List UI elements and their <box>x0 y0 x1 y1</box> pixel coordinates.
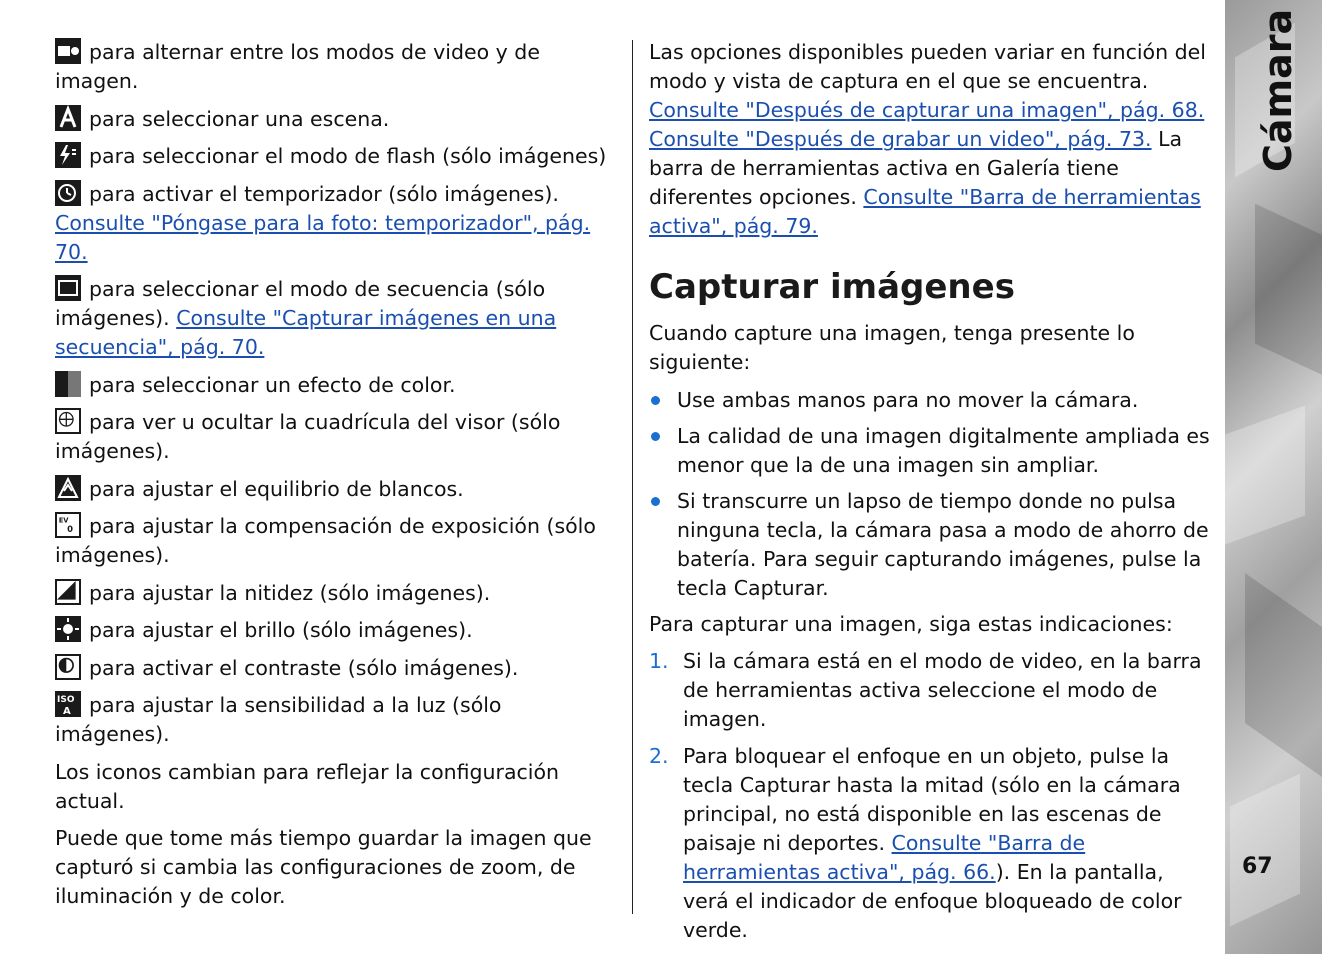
step-text-after: ). En la pantalla, verá el indicador de enfoque bloqueado de color verde. <box>683 860 1182 942</box>
svg-text:A: A <box>63 706 71 717</box>
icon-item-text: para ver u ocultar la cuadrícula del visor (sólo imágenes). <box>55 410 561 463</box>
list-item: Si transcurre un lapso de tiempo donde no pulsa ninguna tecla, la cámara pasa a modo de ahorro de batería. Para seguir capturando imágenes, pulse la tecla Capturar. <box>649 487 1214 603</box>
list-item: Use ambas manos para no mover la cámara. <box>649 386 1214 415</box>
step-item <box>649 742 1214 945</box>
save-time-paragraph: Puede que tome más tiempo guardar la imagen que capturó si cambia las configuraciones de zoom, de iluminación y de color. <box>55 826 592 908</box>
icon-item-text: para alternar entre los modos de video y de imagen. <box>55 40 540 93</box>
right-column <box>649 38 1214 953</box>
sequence-reference-link[interactable]: Consulte "Capturar imágenes en una secuencia", pág. 70. <box>55 306 557 359</box>
left-column <box>55 38 620 920</box>
color-effect-icon <box>55 371 81 397</box>
svg-text:EV: EV <box>58 516 69 525</box>
icon-item-text: para seleccionar una escena. <box>89 106 390 131</box>
camera-mode-icon <box>55 38 81 64</box>
iso-icon <box>55 691 81 717</box>
white-balance-icon <box>55 475 81 501</box>
icon-item-contrast <box>55 654 620 683</box>
step-number: 2. <box>649 744 669 768</box>
grid-icon <box>55 408 81 434</box>
exposure-icon <box>55 512 81 538</box>
sequence-icon <box>55 275 81 301</box>
brightness-icon <box>55 616 81 642</box>
icon-item-exposure <box>55 512 620 570</box>
sharpness-icon <box>55 579 81 605</box>
icon-item-scene <box>55 105 620 134</box>
icon-item-color-effect <box>55 371 620 400</box>
icons-change-paragraph: Los iconos cambian para reflejar la configuración actual. <box>55 759 560 813</box>
icon-item-white-balance <box>55 475 620 504</box>
step-text: Si la cámara está en el modo de video, en la barra de herramientas activa seleccione el modo de imagen. <box>683 649 1202 731</box>
section-heading: Capturar imágenes <box>649 267 1015 307</box>
svg-text:ISO: ISO <box>57 695 75 705</box>
icon-item-grid <box>55 408 620 466</box>
self-timer-icon <box>55 180 81 206</box>
list-item: La calidad de una imagen digitalmente ampliada es menor que la de una imagen sin ampliar. <box>649 422 1214 480</box>
contrast-icon <box>55 654 81 680</box>
icon-item-text: para ajustar la sensibilidad a la luz (sólo imágenes). <box>55 693 502 746</box>
icon-item-flash <box>55 142 620 171</box>
icon-item-text: para seleccionar un efecto de color. <box>89 372 456 397</box>
page-number: 67 <box>1242 854 1273 879</box>
steps-list <box>649 647 1214 945</box>
icon-item-sharpness <box>55 579 620 608</box>
flash-icon <box>55 142 81 168</box>
after-capture-link[interactable]: Consulte "Después de capturar una imagen", pág. 68. <box>649 98 1205 122</box>
steps-lead: Para capturar una imagen, siga estas indicaciones: <box>649 611 1173 636</box>
intro-text: Las opciones disponibles pueden variar en función del modo y vista de captura en el que se encuentra. <box>649 40 1206 93</box>
icon-item-text: para seleccionar el modo de flash (sólo imágenes) <box>89 144 607 168</box>
icon-item-text: para ajustar la nitidez (sólo imágenes). <box>89 580 491 605</box>
icon-item-brightness <box>55 616 620 645</box>
icon-item-text: para ajustar la compensación de exposición (sólo imágenes). <box>55 514 596 567</box>
icon-item-text: para activar el contraste (sólo imágenes). <box>89 655 519 680</box>
column-divider <box>632 40 633 914</box>
tips-list <box>649 386 1214 603</box>
toolbar-reference-link[interactable]: Consulte "Barra de herramientas activa", pág. 66. <box>683 831 1086 884</box>
after-record-link[interactable]: Consulte "Después de grabar un video", pág. 73. <box>649 127 1152 151</box>
icon-item-sequence <box>55 275 620 362</box>
icon-item-text: para ajustar el brillo (sólo imágenes). <box>89 618 473 642</box>
icon-item-iso <box>55 691 620 749</box>
gallery-toolbar-text: La barra de herramientas activa en Galería tiene diferentes opciones. <box>649 127 1183 209</box>
section-title <box>1258 92 1298 172</box>
step-text: Para bloquear el enfoque en un objeto, pulse la tecla Capturar hasta la mitad (sólo en la cámara principal, no está disponible en las escenas de paisaje ni deportes. <box>683 744 1181 855</box>
svg-text:0: 0 <box>67 523 74 534</box>
capture-lead: Cuando capture una imagen, tenga presente lo siguiente: <box>649 321 1135 374</box>
icon-item-camera-mode <box>55 38 620 96</box>
step-item <box>649 647 1214 734</box>
icon-item-text: para seleccionar el modo de secuencia (sólo imágenes). <box>55 277 546 330</box>
intro-paragraph <box>649 38 1214 241</box>
active-toolbar-link[interactable]: Consulte "Barra de herramientas activa", pág. 79. <box>649 185 1201 238</box>
icon-item-text: para ajustar el equilibrio de blancos. <box>89 476 464 501</box>
icon-item-self-timer <box>55 180 620 267</box>
icon-item-text: para activar el temporizador (sólo imágenes). <box>89 181 559 206</box>
scene-icon <box>55 105 81 131</box>
step-number: 1. <box>649 649 669 673</box>
timer-reference-link[interactable]: Consulte "Póngase para la foto: temporizador", pág. 70. <box>55 210 591 264</box>
